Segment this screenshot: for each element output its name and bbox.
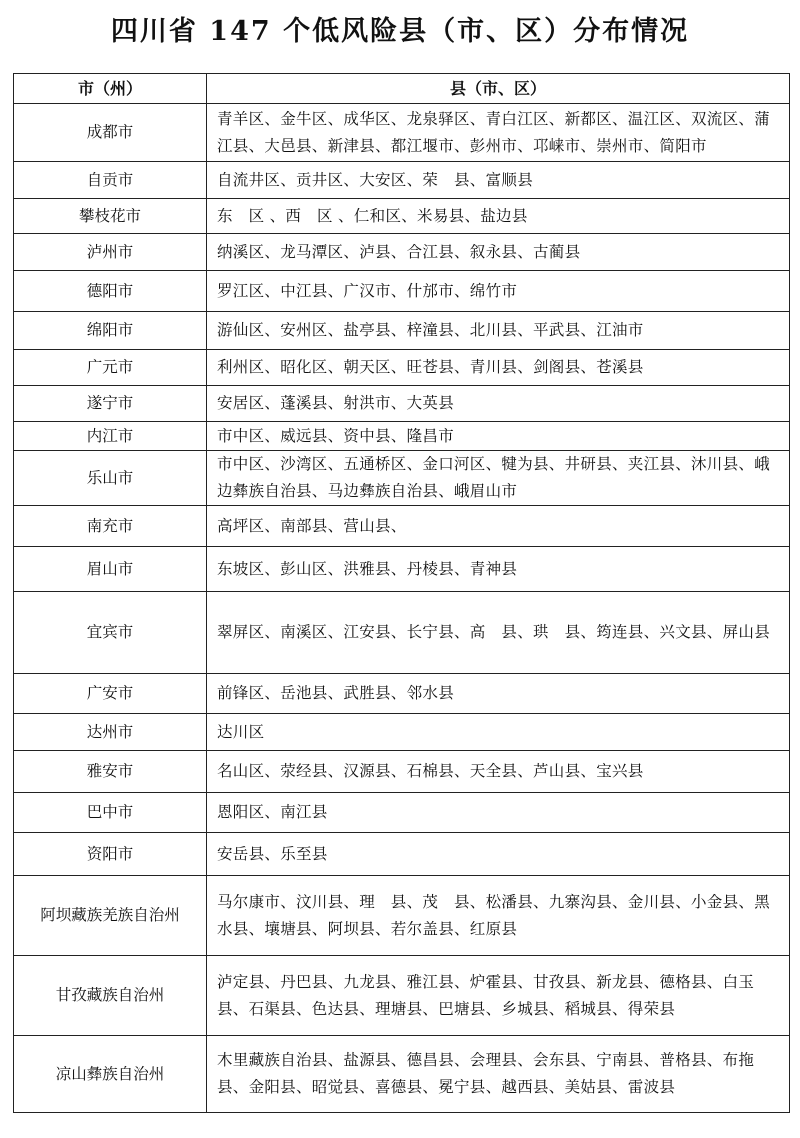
city-cell: 巴中市 — [14, 793, 207, 833]
table-row — [14, 350, 790, 386]
counties-cell: 达川区 — [207, 714, 790, 751]
city-cell: 资阳市 — [14, 833, 207, 876]
table-row — [14, 199, 790, 234]
counties-cell: 市中区、沙湾区、五通桥区、金口河区、犍为县、井研县、夹江县、沐川县、峨边彝族自治县、马边彝族自治县、峨眉山市 — [207, 451, 790, 506]
table-header-row — [14, 74, 790, 104]
city-cell: 眉山市 — [14, 547, 207, 592]
table-row — [14, 592, 790, 674]
table-body — [14, 104, 790, 1113]
counties-cell: 市中区、威远县、资中县、隆昌市 — [207, 422, 790, 451]
city-cell: 广安市 — [14, 674, 207, 714]
counties-cell: 马尔康市、汶川县、理 县、茂 县、松潘县、九寨沟县、金川县、小金县、黑水县、壤塘县、阿坝县、若尔盖县、红原县 — [207, 876, 790, 956]
table-row — [14, 312, 790, 350]
city-cell: 广元市 — [14, 350, 207, 386]
table-row — [14, 422, 790, 451]
table-row — [14, 956, 790, 1036]
table-row — [14, 271, 790, 312]
city-cell: 德阳市 — [14, 271, 207, 312]
header-city: 市（州） — [14, 74, 207, 104]
table-row — [14, 751, 790, 793]
counties-cell: 东坡区、彭山区、洪雅县、丹棱县、青神县 — [207, 547, 790, 592]
city-cell: 达州市 — [14, 714, 207, 751]
table-row — [14, 833, 790, 876]
city-cell: 雅安市 — [14, 751, 207, 793]
table-row — [14, 793, 790, 833]
table-row — [14, 451, 790, 506]
header-counties: 县（市、区） — [207, 74, 790, 104]
counties-cell: 青羊区、金牛区、成华区、龙泉驿区、青白江区、新都区、温江区、双流区、蒲江县、大邑县、新津县、都江堰市、彭州市、邛崃市、崇州市、简阳市 — [207, 104, 790, 162]
counties-cell: 安岳县、乐至县 — [207, 833, 790, 876]
city-cell: 凉山彝族自治州 — [14, 1036, 207, 1113]
table-row — [14, 386, 790, 422]
table-row — [14, 1036, 790, 1113]
city-cell: 甘孜藏族自治州 — [14, 956, 207, 1036]
counties-cell: 游仙区、安州区、盐亭县、梓潼县、北川县、平武县、江油市 — [207, 312, 790, 350]
counties-cell: 东 区 、西 区 、仁和区、米易县、盐边县 — [207, 199, 790, 234]
counties-cell: 泸定县、丹巴县、九龙县、雅江县、炉霍县、甘孜县、新龙县、德格县、白玉县、石渠县、色达县、理塘县、巴塘县、乡城县、稻城县、得荣县 — [207, 956, 790, 1036]
city-cell: 宜宾市 — [14, 592, 207, 674]
table-row — [14, 547, 790, 592]
counties-cell: 恩阳区、南江县 — [207, 793, 790, 833]
counties-cell: 纳溪区、龙马潭区、泸县、合江县、叙永县、古蔺县 — [207, 234, 790, 271]
counties-cell: 名山区、荥经县、汉源县、石棉县、天全县、芦山县、宝兴县 — [207, 751, 790, 793]
city-cell: 阿坝藏族羌族自治州 — [14, 876, 207, 956]
counties-cell: 自流井区、贡井区、大安区、荣 县、富顺县 — [207, 162, 790, 199]
counties-cell: 前锋区、岳池县、武胜县、邻水县 — [207, 674, 790, 714]
counties-cell: 翠屏区、南溪区、江安县、长宁县、高 县、珙 县、筠连县、兴文县、屏山县 — [207, 592, 790, 674]
city-cell: 乐山市 — [14, 451, 207, 506]
county-distribution-table — [13, 73, 790, 1113]
city-cell: 绵阳市 — [14, 312, 207, 350]
table-row — [14, 506, 790, 547]
counties-cell: 罗江区、中江县、广汉市、什邡市、绵竹市 — [207, 271, 790, 312]
city-cell: 成都市 — [14, 104, 207, 162]
city-cell: 南充市 — [14, 506, 207, 547]
table-row — [14, 674, 790, 714]
counties-cell: 利州区、昭化区、朝天区、旺苍县、青川县、剑阁县、苍溪县 — [207, 350, 790, 386]
table-row — [14, 714, 790, 751]
city-cell: 攀枝花市 — [14, 199, 207, 234]
city-cell: 内江市 — [14, 422, 207, 451]
counties-cell: 高坪区、南部县、营山县、 — [207, 506, 790, 547]
table-row — [14, 104, 790, 162]
counties-cell: 木里藏族自治县、盐源县、德昌县、会理县、会东县、宁南县、普格县、布拖县、金阳县、昭觉县、喜德县、冕宁县、越西县、美姑县、雷波县 — [207, 1036, 790, 1113]
page-title: 四川省 147 个低风险县（市、区）分布情况 — [110, 16, 690, 47]
table-row — [14, 162, 790, 199]
city-cell: 泸州市 — [14, 234, 207, 271]
counties-cell: 安居区、蓬溪县、射洪市、大英县 — [207, 386, 790, 422]
table-row — [14, 876, 790, 956]
city-cell: 遂宁市 — [14, 386, 207, 422]
table-row — [14, 234, 790, 271]
city-cell: 自贡市 — [14, 162, 207, 199]
